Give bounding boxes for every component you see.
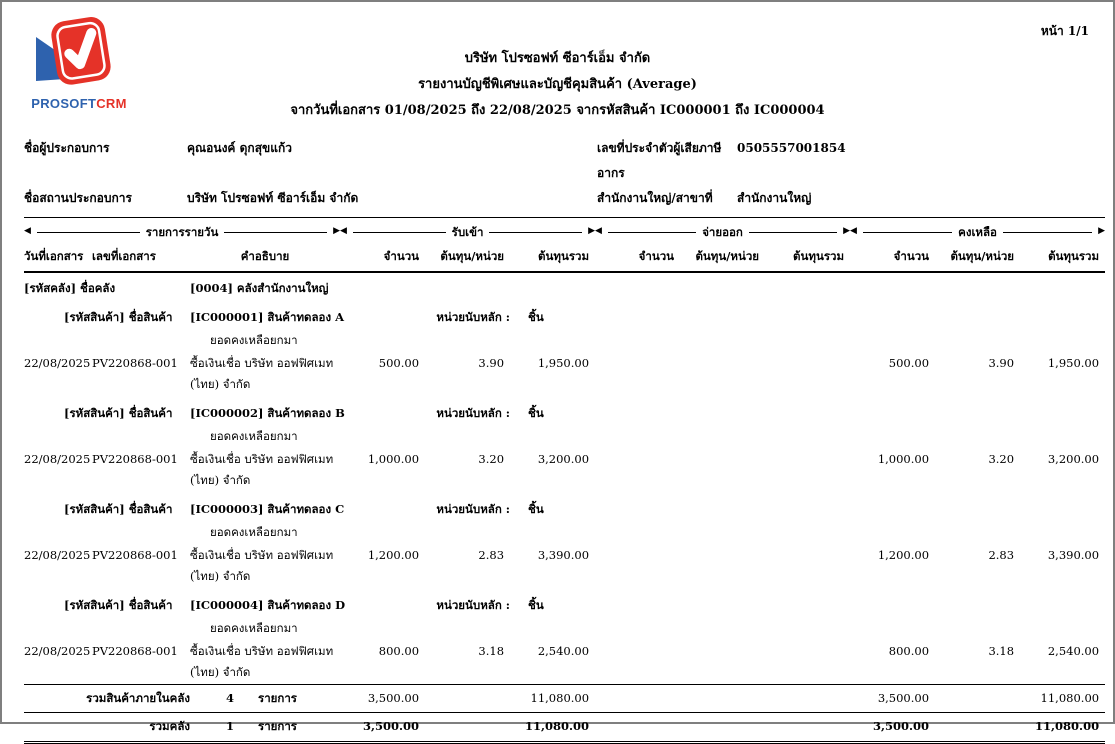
warehouse-label: [รหัสคลัง] ชื่อคลัง <box>24 281 116 295</box>
warehouse-total-row <box>24 685 1105 713</box>
col-date: วันที่เอกสาร <box>24 244 92 272</box>
warehouse-total-label: รวมสินค้าภายในคลัง <box>24 685 190 713</box>
operator-value: คุณอนงค์ ดุกสุขแก้ว <box>187 141 292 155</box>
transaction-row <box>24 448 1105 492</box>
logo-text-crm: CRM <box>96 96 127 111</box>
unit-value: ชิ้น <box>528 598 544 612</box>
in-unit-cost: 3.18 <box>478 644 505 658</box>
brought-forward-label: ยอดคงเหลือยกมา <box>210 525 298 539</box>
out-unit-cost <box>680 352 765 396</box>
col-in-qty: จำนวน <box>340 244 425 272</box>
in-total-cost: 3,390.00 <box>537 548 590 562</box>
out-unit-cost <box>680 544 765 588</box>
company-name-title: บริษัท โปรซอฟท์ ซีอาร์เอ็ม จำกัด <box>464 51 651 66</box>
taxid-label: เลขที่ประจำตัวผู้เสียภาษีอากร <box>597 141 722 180</box>
out-total-cost <box>765 352 850 396</box>
group-daily: ◀ รายการรายวัน ▶ <box>24 218 340 245</box>
grand-total-count: 1 <box>226 719 235 733</box>
doc-no: PV220868-001 <box>92 548 178 562</box>
description: ซื้อเงินเชื่อ บริษัท ออฟฟิศเมท (ไทย) จำกัด <box>190 548 334 583</box>
out-unit-cost <box>680 448 765 492</box>
warehouse-value: [0004] คลังสำนักงานใหญ่ <box>190 281 329 295</box>
group-receive-in: ◀ รับเข้า ▶ <box>340 218 595 245</box>
in-total-cost: 2,540.00 <box>537 644 590 658</box>
unit-label: หน่วยนับหลัก : <box>436 502 511 516</box>
brought-forward-label: ยอดคงเหลือยกมา <box>210 333 298 347</box>
right-arrow-icon: ▶ <box>1098 226 1106 236</box>
in-unit-cost: 2.83 <box>478 548 505 562</box>
out-qty <box>595 448 680 492</box>
doc-date: 22/08/2025 <box>24 644 91 658</box>
doc-date: 22/08/2025 <box>24 548 91 562</box>
col-out-qty: จำนวน <box>595 244 680 272</box>
out-unit-cost <box>680 640 765 685</box>
total-in-cost: 11,080.00 <box>510 685 595 713</box>
doc-no: PV220868-001 <box>92 356 178 370</box>
logo-wordmark <box>28 96 130 111</box>
taxid-value: 0505557001854 <box>737 141 846 155</box>
col-in-unit-cost: ต้นทุน/หน่วย <box>425 244 510 272</box>
in-qty: 800.00 <box>378 644 420 658</box>
stock-report-table <box>24 217 1105 744</box>
page-number: หน้า 1/1 <box>1040 24 1089 38</box>
left-arrow-icon: ◀ <box>340 226 347 236</box>
grand-in-qty: 3,500.00 <box>340 713 425 743</box>
out-total-cost <box>765 640 850 685</box>
description: ซื้อเงินเชื่อ บริษัท ออฟฟิศเมท (ไทย) จำกัด <box>190 356 334 391</box>
col-doc-no: เลขที่เอกสาร <box>92 244 190 272</box>
col-out-total-cost: ต้นทุนรวม <box>765 244 850 272</box>
product-header-row <box>24 300 1105 329</box>
col-bal-total-cost: ต้นทุนรวม <box>1020 244 1105 272</box>
brought-forward-row <box>24 425 1105 448</box>
right-arrow-icon: ▶ <box>333 226 341 236</box>
product-label: [รหัสสินค้า] ชื่อสินค้า <box>64 406 173 420</box>
checkmark-logo-icon <box>28 15 130 91</box>
description: ซื้อเงินเชื่อ บริษัท ออฟฟิศเมท (ไทย) จำกัด <box>190 452 334 487</box>
col-description: คำอธิบาย <box>190 244 340 272</box>
group-header-row <box>24 218 1105 245</box>
unit-label: หน่วยนับหลัก : <box>436 406 511 420</box>
warehouse-row <box>24 272 1105 300</box>
in-unit-cost: 3.20 <box>478 452 505 466</box>
in-unit-cost: 3.90 <box>478 356 505 370</box>
bal-total-cost: 2,540.00 <box>1047 644 1100 658</box>
report-name-title: รายงานบัญชีพิเศษและบัญชีคุมสินค้า (Average) <box>418 77 697 92</box>
report-range-title: จากวันที่เอกสาร 01/08/2025 ถึง 22/08/2025 จากรหัสสินค้า IC000001 ถึง IC000004 <box>290 103 825 118</box>
in-qty: 1,000.00 <box>367 452 420 466</box>
col-bal-qty: จำนวน <box>850 244 935 272</box>
bal-unit-cost: 2.83 <box>988 548 1015 562</box>
in-qty: 500.00 <box>378 356 420 370</box>
product-label: [รหัสสินค้า] ชื่อสินค้า <box>64 598 173 612</box>
group-pay-out: ◀ จ่ายออก ▶ <box>595 218 850 245</box>
col-out-unit-cost: ต้นทุน/หน่วย <box>680 244 765 272</box>
product-label: [รหัสสินค้า] ชื่อสินค้า <box>64 502 173 516</box>
total-in-qty: 3,500.00 <box>340 685 425 713</box>
in-total-cost: 3,200.00 <box>537 452 590 466</box>
grand-in-cost: 11,080.00 <box>510 713 595 743</box>
in-qty: 1,200.00 <box>367 548 420 562</box>
bal-qty: 500.00 <box>888 356 930 370</box>
grand-bal-cost: 11,080.00 <box>1020 713 1105 743</box>
bal-total-cost: 3,390.00 <box>1047 548 1100 562</box>
product-code-name: [IC000004] สินค้าทดลอง D <box>190 598 346 612</box>
group-balance: ◀ คงเหลือ ▶ <box>850 218 1105 245</box>
bal-unit-cost: 3.20 <box>988 452 1015 466</box>
branch-label: สำนักงานใหญ่/สาขาที่ <box>597 191 713 205</box>
unit-label: หน่วยนับหลัก : <box>436 598 511 612</box>
product-label: [รหัสสินค้า] ชื่อสินค้า <box>64 310 173 324</box>
grand-bal-qty: 3,500.00 <box>850 713 935 743</box>
doc-date: 22/08/2025 <box>24 452 91 466</box>
left-arrow-icon: ◀ <box>24 226 31 236</box>
transaction-row <box>24 640 1105 685</box>
operator-label: ชื่อผู้ประกอบการ <box>24 141 110 155</box>
grand-total-unit: รายการ <box>258 719 297 733</box>
column-header-row <box>24 244 1105 272</box>
out-qty <box>595 640 680 685</box>
out-total-cost <box>765 544 850 588</box>
brought-forward-row <box>24 617 1105 640</box>
product-header-row <box>24 492 1105 521</box>
left-arrow-icon: ◀ <box>595 226 602 236</box>
bal-unit-cost: 3.18 <box>988 644 1015 658</box>
branch-value: สำนักงานใหญ่ <box>737 191 812 205</box>
doc-no: PV220868-001 <box>92 644 178 658</box>
brought-forward-label: ยอดคงเหลือยกมา <box>210 429 298 443</box>
col-in-total-cost: ต้นทุนรวม <box>510 244 595 272</box>
brought-forward-label: ยอดคงเหลือยกมา <box>210 621 298 635</box>
warehouse-total-unit: รายการ <box>258 691 297 705</box>
bal-total-cost: 3,200.00 <box>1047 452 1100 466</box>
product-code-name: [IC000002] สินค้าทดลอง B <box>190 406 345 420</box>
unit-value: ชิ้น <box>528 406 544 420</box>
transaction-row <box>24 352 1105 396</box>
establishment-label: ชื่อสถานประกอบการ <box>24 191 132 205</box>
grand-total-label: รวมคลัง <box>24 713 190 743</box>
report-titles <box>2 2 1113 124</box>
description: ซื้อเงินเชื่อ บริษัท ออฟฟิศเมท (ไทย) จำกัด <box>190 644 334 679</box>
brought-forward-row <box>24 329 1105 352</box>
doc-no: PV220868-001 <box>92 452 178 466</box>
out-total-cost <box>765 448 850 492</box>
in-total-cost: 1,950.00 <box>537 356 590 370</box>
out-qty <box>595 544 680 588</box>
unit-value: ชิ้น <box>528 310 544 324</box>
col-bal-unit-cost: ต้นทุน/หน่วย <box>935 244 1020 272</box>
bal-qty: 1,200.00 <box>877 548 930 562</box>
logo-text-prosoft: PROSOFT <box>31 96 97 111</box>
unit-label: หน่วยนับหลัก : <box>436 310 511 324</box>
product-code-name: [IC000001] สินค้าทดลอง A <box>190 310 345 324</box>
out-qty <box>595 352 680 396</box>
grand-total-row <box>24 713 1105 743</box>
right-arrow-icon: ▶ <box>843 226 851 236</box>
left-arrow-icon: ◀ <box>850 226 857 236</box>
establishment-value: บริษัท โปรซอฟท์ ซีอาร์เอ็ม จำกัด <box>187 191 359 205</box>
product-header-row <box>24 588 1105 617</box>
doc-date: 22/08/2025 <box>24 356 91 370</box>
unit-value: ชิ้น <box>528 502 544 516</box>
header-info <box>2 136 1113 211</box>
bal-qty: 800.00 <box>888 644 930 658</box>
transaction-row <box>24 544 1105 588</box>
right-arrow-icon: ▶ <box>588 226 596 236</box>
prosoft-crm-logo <box>28 15 130 111</box>
warehouse-total-count: 4 <box>226 691 235 705</box>
total-bal-cost: 11,080.00 <box>1020 685 1105 713</box>
total-bal-qty: 3,500.00 <box>850 685 935 713</box>
bal-total-cost: 1,950.00 <box>1047 356 1100 370</box>
product-header-row <box>24 396 1105 425</box>
bal-unit-cost: 3.90 <box>988 356 1015 370</box>
bal-qty: 1,000.00 <box>877 452 930 466</box>
product-code-name: [IC000003] สินค้าทดลอง C <box>190 502 345 516</box>
brought-forward-row <box>24 521 1105 544</box>
